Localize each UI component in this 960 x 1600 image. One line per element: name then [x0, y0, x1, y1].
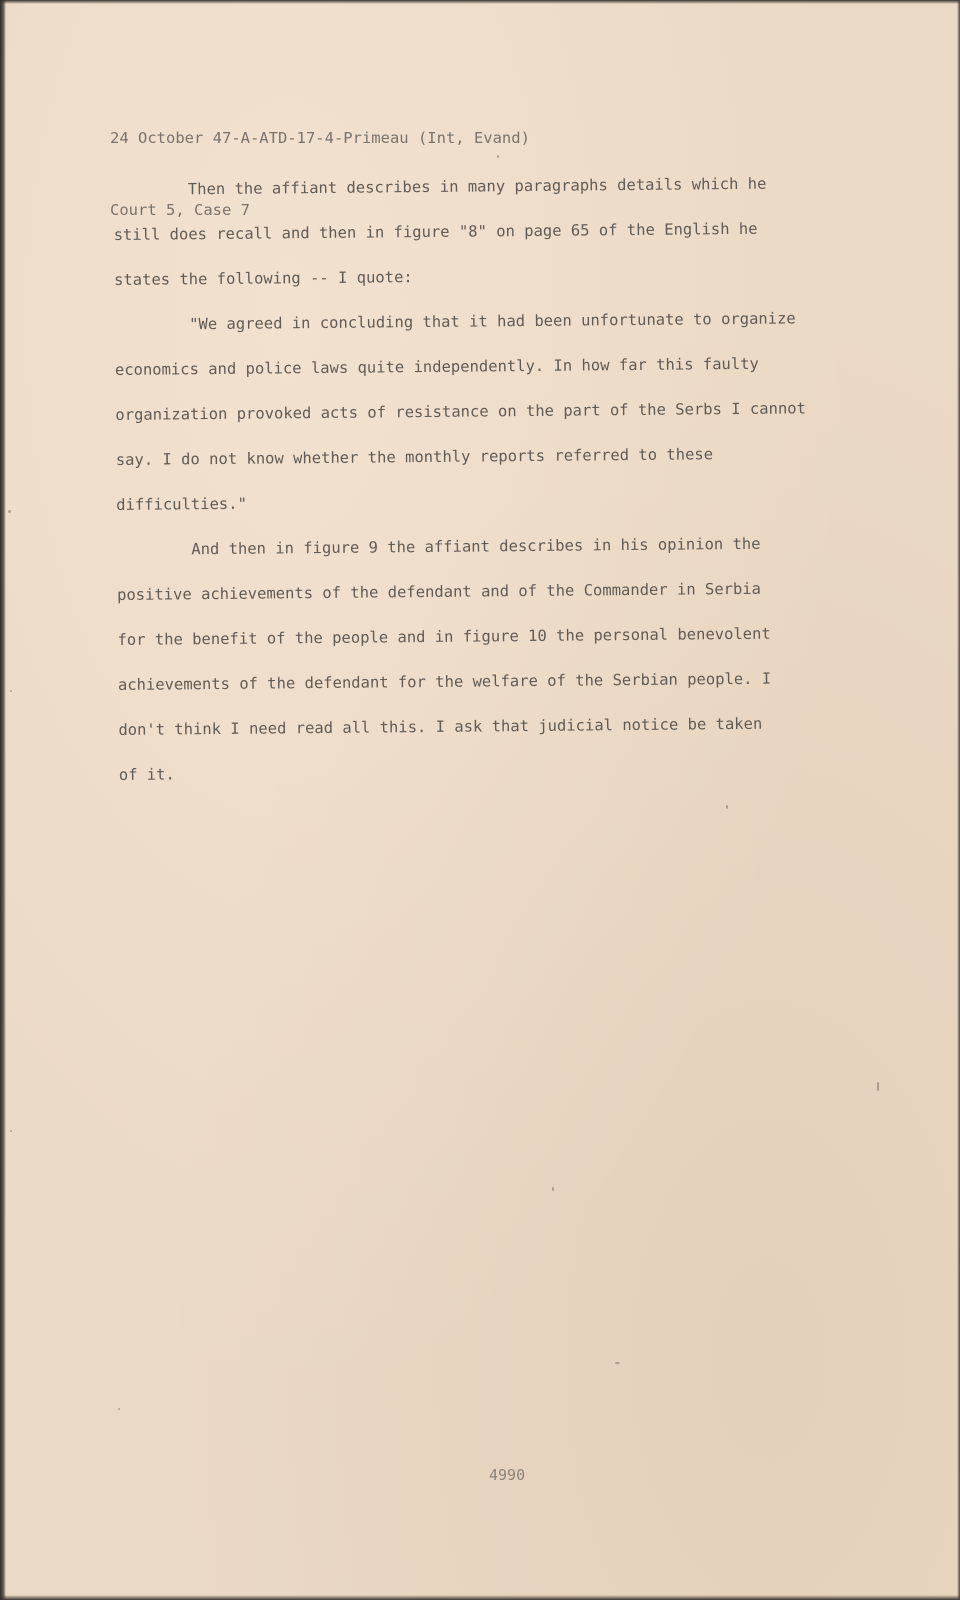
paper-speck — [118, 1408, 120, 1410]
header-line-date-reference: 24 October 47-A-ATD-17-4-Primeau (Int, Evand) — [110, 129, 530, 147]
paper-speck — [877, 1082, 879, 1091]
body-line: say. I do not know whether the monthly reports referred to these — [115, 445, 714, 469]
paper-speck — [726, 805, 728, 809]
scan-edge-top — [0, 0, 960, 4]
body-line: positive achievements of the defendant and of the Commander in Serbia — [117, 579, 762, 604]
transcript-body — [113, 161, 879, 798]
scan-edge-left — [0, 0, 6, 1600]
body-line: economics and police laws quite independently. In how far this faulty — [114, 354, 759, 379]
body-line: difficulties." — [116, 494, 247, 514]
page-number: 4990 — [489, 1466, 526, 1484]
paper-speck — [10, 690, 12, 692]
paper-speck — [497, 155, 499, 158]
body-line: don't think I need read all this. I ask that judicial notice be taken — [118, 714, 763, 739]
header-line-court-case: Court 5, Case 7 — [110, 201, 250, 219]
paper-speck — [552, 1187, 554, 1191]
body-line: for the benefit of the people and in figure 10 the personal benevolent — [117, 624, 771, 649]
body-line: states the following -- I quote: — [113, 268, 413, 289]
paper-speck — [615, 1362, 620, 1364]
body-line: "We agreed in concluding that it had been unfortunate to organize — [114, 309, 796, 334]
paper-speck — [8, 510, 11, 513]
body-line: organization provoked acts of resistance on the part of the Serbs I cannot — [115, 399, 806, 424]
paper-speck — [10, 1130, 12, 1132]
body-line: achievements of the defendant for the welfare of the Serbian people. I — [117, 669, 772, 694]
body-line: of it. — [118, 765, 175, 784]
body-line: And then in figure 9 the affiant describes in his opinion the — [116, 534, 761, 559]
body-line: Then the affiant describes in many paragraphs details which he — [113, 174, 767, 199]
body-line: still does recall and then in figure "8" on page 65 of the English he — [113, 219, 758, 244]
scan-edge-bottom — [0, 1595, 960, 1600]
